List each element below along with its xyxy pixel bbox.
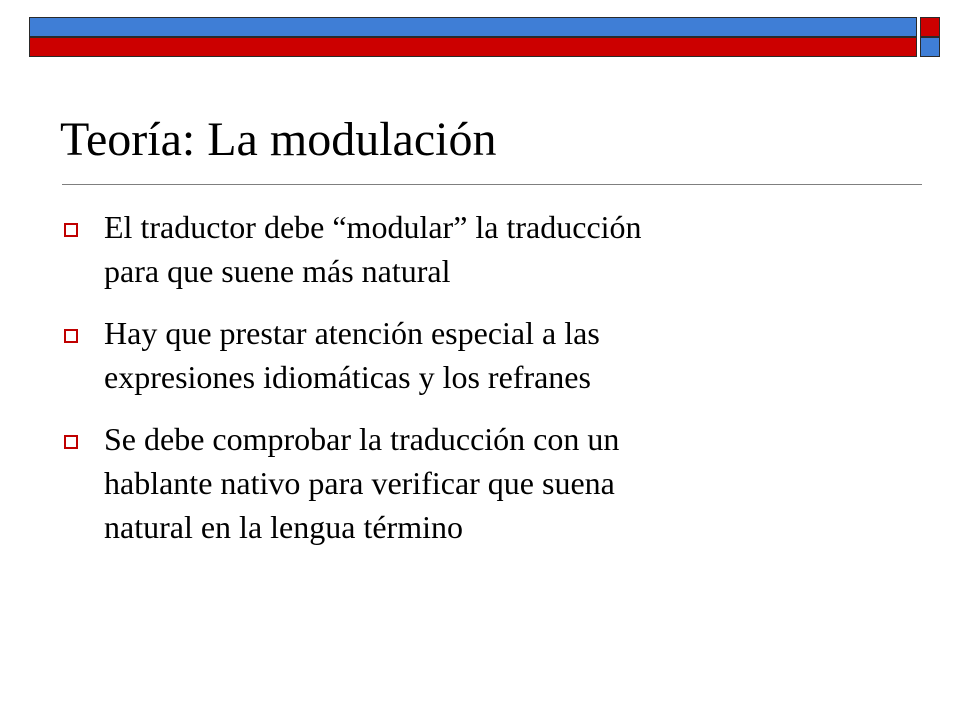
header-decoration: [29, 17, 917, 57]
bullet-line: Se debe comprobar la traducción con un: [104, 421, 620, 457]
slide-title: Teoría: La modulación: [60, 113, 497, 166]
bullet-item: [60, 205, 860, 293]
bullet-list: [60, 205, 860, 567]
bullet-line: expresiones idiomáticas y los refranes: [104, 359, 591, 395]
header-bar-red: [29, 37, 917, 57]
bullet-line: para que suene más natural: [104, 253, 451, 289]
bullet-line: hablante nativo para verificar que suena: [104, 465, 615, 501]
bullet-item: [60, 311, 860, 399]
bullet-item: [60, 417, 860, 549]
hollow-square-icon: [64, 329, 78, 343]
header-square-blue: [920, 37, 940, 57]
bullet-line: natural en la lengua término: [104, 509, 463, 545]
hollow-square-icon: [64, 223, 78, 237]
header-bar-blue: [29, 17, 917, 37]
title-divider: [62, 184, 922, 185]
bullet-line: Hay que prestar atención especial a las: [104, 315, 600, 351]
bullet-line: El traductor debe “modular” la traducción: [104, 209, 642, 245]
hollow-square-icon: [64, 435, 78, 449]
header-square-red: [920, 17, 940, 37]
